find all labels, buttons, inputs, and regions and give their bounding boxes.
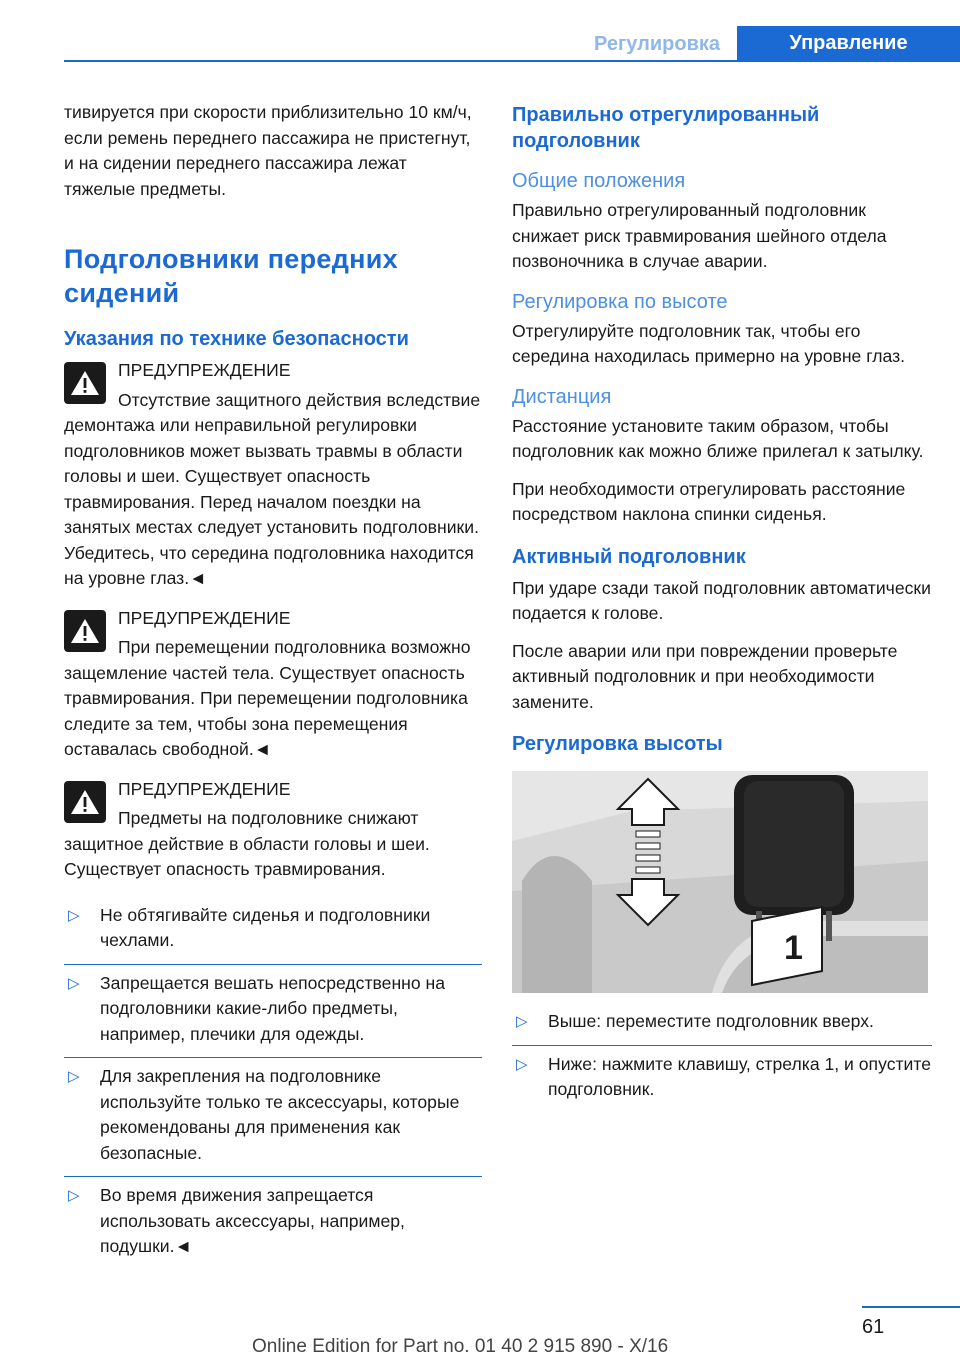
list-item-text: Запрещается вешать непосредственно на подголовники какие-либо предметы, например, плечики для одежды. [100, 972, 446, 1044]
warning-title: ПРЕДУПРЕЖДЕНИЕ [118, 607, 291, 628]
photo-callout-label: 1 [784, 929, 803, 967]
warning-block [64, 358, 482, 592]
bullet-triangle-icon: ▷ [68, 1187, 80, 1204]
headrest-photo [512, 771, 928, 993]
paragraph: После аварии или при повреждении проверьте активный подголовник и при необходимости замените. [512, 640, 898, 712]
subsection-general: Общие положения [512, 170, 686, 192]
warning-block [64, 606, 482, 763]
bullet-triangle-icon: ▷ [516, 1013, 528, 1030]
subsection-distance: Дистанция [512, 385, 612, 408]
list-item-text: Для закрепления на подголовнике используйте только те аксессуары, которые рекомендованы для применения как безопасные. [100, 1066, 460, 1163]
intro-paragraph: тивируется при скорости приблизительно 10 км/ч, если ремень переднего пассажира не пристегнут, и на сидении переднего пассажира лежат тяжелые предметы. [64, 102, 472, 199]
list-item [512, 1046, 932, 1113]
warning-triangle-icon [64, 781, 106, 823]
warning-triangle-icon [64, 362, 106, 404]
list-item [64, 1177, 482, 1270]
list-item-text: Выше: переместите подголовник вверх. [548, 1011, 874, 1031]
warning-text: При перемещении подголовника возможно защемление частей тела. Существует опасность травмирования. При перемещении подголовника следите за тем, чтобы зона перемещения оставалась свободной.◄ [64, 637, 471, 759]
left-column [64, 100, 482, 1270]
list-item-text: Ниже: нажмите клавишу, стрелка 1, и опустите подголовник. [548, 1053, 932, 1099]
list-item [64, 965, 482, 1059]
warning-triangle-icon [64, 610, 106, 652]
bullet-triangle-icon: ▷ [68, 974, 80, 992]
header-tab-controls[interactable]: Управление [737, 26, 960, 62]
warning-title: ПРЕДУПРЕЖДЕНИЕ [118, 360, 291, 380]
paragraph: Правильно отрегулированный подголовник снижает риск травмирования шейного отдела позвоночника в случае аварии. [512, 200, 887, 271]
list-item [512, 1003, 932, 1046]
bullet-triangle-icon: ▷ [68, 906, 80, 924]
section-active-headrest: Активный подголовник [512, 545, 746, 568]
section-height-adjust: Регулировка высоты [512, 733, 723, 755]
list-item-text: Не обтягивайте сиденья и подголовники чехлами. [100, 904, 431, 950]
bullet-triangle-icon: ▷ [68, 1068, 80, 1085]
footer-divider [862, 1306, 960, 1308]
edition-watermark: Online Edition for Part no. 01 40 2 915 890 - X/16 [252, 1336, 669, 1357]
height-bullet-list [512, 1003, 932, 1113]
bullet-triangle-icon: ▷ [516, 1055, 528, 1073]
paragraph: При ударе сзади такой подголовник автоматически подается к голове. [512, 577, 931, 623]
paragraph: Отрегулируйте подголовник так, чтобы его середина находилась примерно на уровне глаз. [512, 320, 906, 366]
section-title-front-headrests: Подголовники передних сидений [64, 244, 398, 308]
warning-title: ПРЕДУПРЕЖДЕНИЕ [118, 778, 291, 799]
subsection-safety-notes: Указания по технике безопасности [64, 328, 409, 350]
section-correct-headrest: Правильно отрегулированный подголовник [512, 104, 820, 152]
subsection-height-adjustment: Регулировка по высоте [512, 290, 728, 313]
list-item-text: Во время движения запрещается использовать аксессуары, например, подушки.◄ [100, 1185, 405, 1256]
warning-text: Отсутствие защитного действия вследствие демонтажа или неправильной регулировки подголовников может вызвать травмы в области головы и шеи. Существует опасность травмирования. Перед началом поездки на занятых местах следует установить подголовники. Убедитесь, что середина подголовника находится на уровне глаз.◄ [64, 389, 481, 588]
header-divider [64, 60, 960, 62]
paragraph: При необходимости отрегулировать расстояние посредством наклона спинки сиденья. [512, 478, 906, 524]
list-item [64, 1058, 482, 1177]
paragraph: Расстояние установите таким образом, чтобы подголовник как можно ближе прилегал к затылку. [512, 415, 924, 461]
page-number: 61 [862, 1316, 885, 1338]
right-column [512, 100, 932, 1113]
list-item [64, 897, 482, 965]
warning-block [64, 777, 482, 883]
header-tab-adjustment[interactable]: Регулировка [593, 33, 720, 55]
warning-text: Предметы на подголовнике снижают защитное действие в области головы и шеи. Существует опасность травмирования. [64, 808, 430, 879]
safety-bullet-list [64, 897, 482, 1270]
